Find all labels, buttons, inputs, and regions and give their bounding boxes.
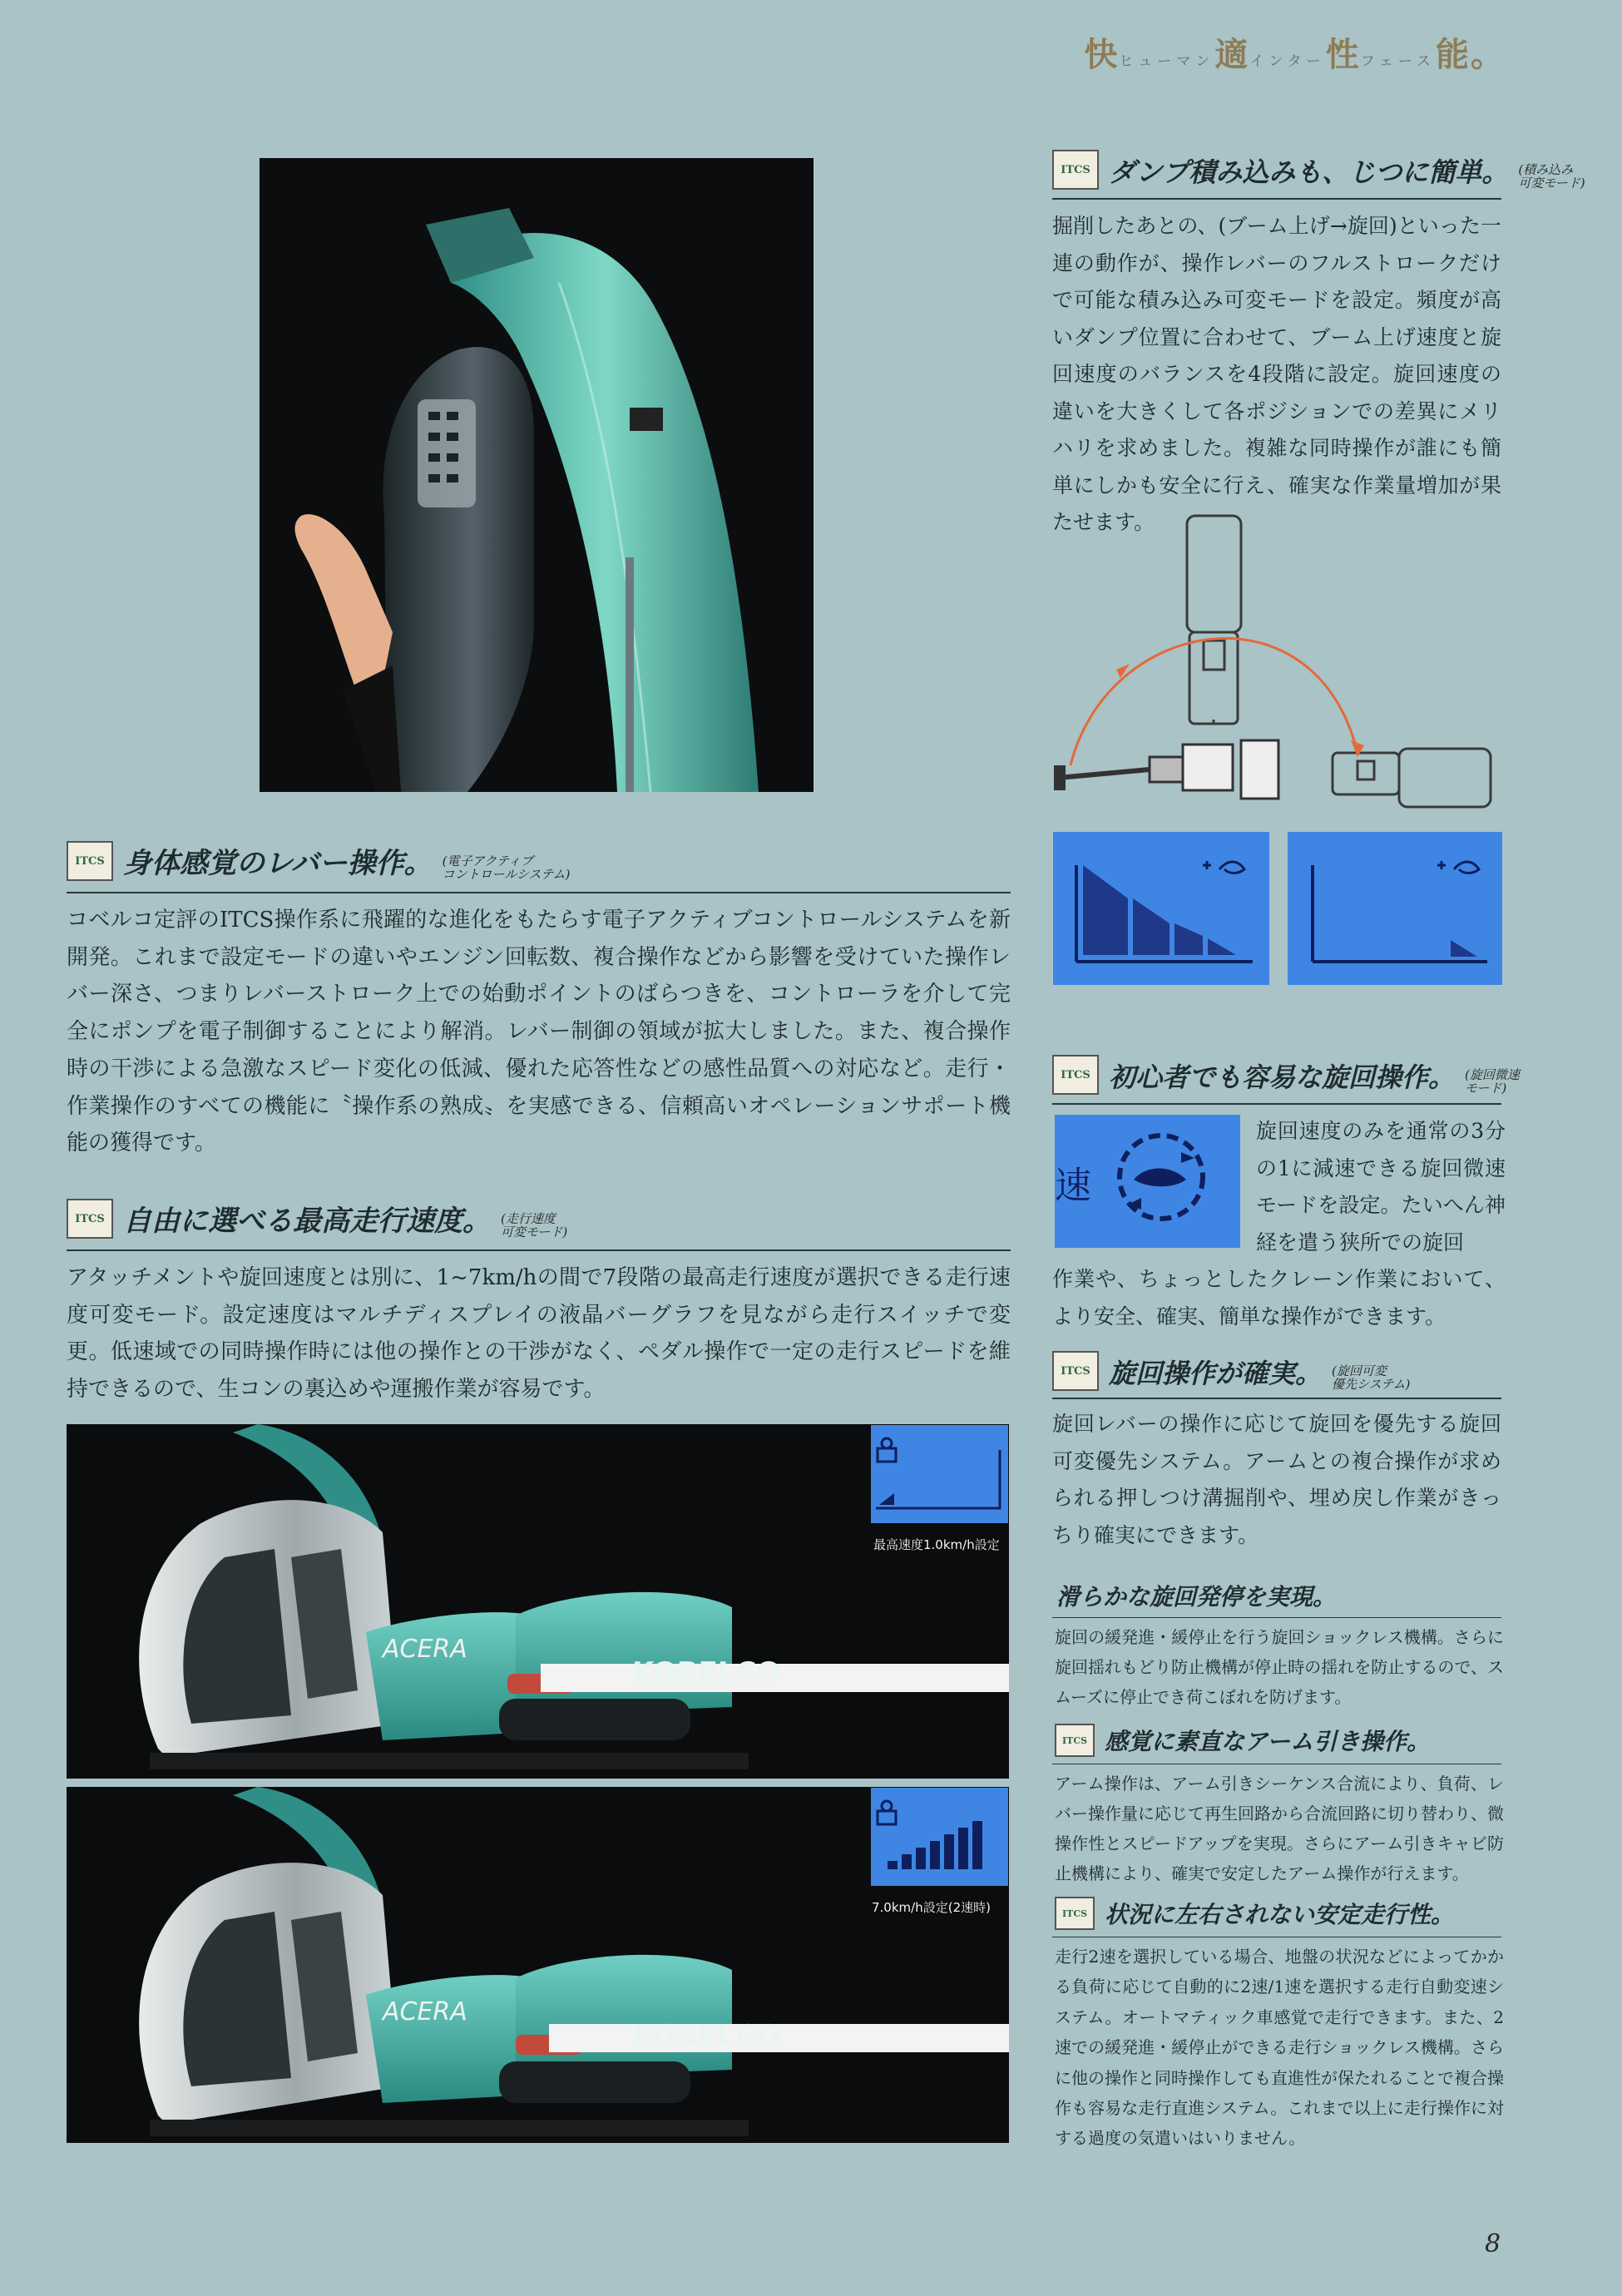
dump-mode-display-left: [1053, 832, 1269, 985]
machine-brand-label: KOBELCO: [632, 2019, 781, 2052]
arm-section-title: ITCS 感覚に素直なアーム引き操作。: [1055, 1724, 1430, 1757]
dump-section-title: ITCS ダンプ積み込みも、じつに簡単。 (積み込み 可変モード): [1052, 150, 1585, 190]
swing-slow-body-wrap: 旋回速度のみを通常の3分の1に減速できる旋回微速モードを設定。たいへん神経を遣う狭所での旋回: [1256, 1119, 1506, 1254]
speed-caption-low: 最高速度1.0km/h設定: [873, 1537, 1000, 1552]
swing-priority-section-title: ITCS 旋回操作が確実。 (旋回可変 優先システム): [1052, 1351, 1410, 1391]
lever-console-photo: [260, 158, 813, 792]
itcs-badge-icon: ITCS: [67, 841, 113, 881]
swing-slow-section-title: ITCS 初心者でも容易な旋回操作。 (旋回微速 モード): [1052, 1055, 1520, 1095]
itcs-badge-icon: ITCS: [1052, 150, 1099, 190]
smooth-swing-body: 旋回の緩発進・緩停止を行う旋回ショックレス機構。さらに旋回揺れもどり防止機構が停止時の揺れを防止するので、スムーズに停止でき荷こぼれを防げます。: [1055, 1627, 1504, 1707]
travel-section-title: ITCS 状況に左右されない安定走行性。: [1055, 1897, 1454, 1930]
itcs-badge-icon: ITCS: [1055, 1897, 1095, 1930]
travel-section-body: 走行2速を選択している場合、地盤の状況などによってかかる負荷に応じて自動的に2速/1速を選択する走行自動変速システム。オートマティック車感覚で走行できます。また、2速での緩発進・緩停止ができる走行ショックレス機構。さらに他の操作と同時操作しても直進性が保たれることで複合操作も容易な走行直進システム。これまで以上に走行操作に対する過度の気遣いはいりません。: [1055, 1947, 1504, 2149]
machine-model-label: ACERA: [383, 1997, 467, 2026]
lcd-character: 速: [1055, 1165, 1091, 1207]
divider: [1052, 1617, 1501, 1618]
lever-section-title: ITCS 身体感覚のレバー操作。 (電子アクティブ コントロールシステム): [67, 840, 570, 881]
machine-photo-low-speed: [67, 1424, 1009, 1779]
swing-slow-body-rest: 作業や、ちょっとしたクレーン作業において、より安全、確実、簡単な操作ができます。: [1052, 1267, 1506, 1329]
speed-display-high: [871, 1788, 1008, 1886]
page-number: 8: [1485, 2229, 1501, 2259]
divider: [67, 1249, 1011, 1251]
speed-section-body: アタッチメントや旋回速度とは別に、1~7km/hの間で7段階の最高走行速度が選択できる走行速度可変モード。設定速度はマルチディスプレイの液晶バーグラフを見ながら走行スイッチで変更。低速域での同時操作時には他の操作との干渉がなく、ペダル操作で一定の走行スピードを維持できるので、生コンの裏込めや運搬作業が容易です。: [67, 1265, 1011, 1403]
speed-section-title: ITCS 自由に選べる最高走行速度。 (走行速度 可変モード): [67, 1198, 567, 1239]
divider: [67, 892, 1011, 893]
swing-diagram: [1050, 507, 1507, 824]
page-header-tagline: 快ヒューマン適インター性フェース能。: [1084, 35, 1506, 74]
itcs-badge-icon: ITCS: [67, 1199, 113, 1239]
smooth-swing-title: 滑らかな旋回発停を実現。: [1056, 1583, 1337, 1611]
machine-photo-high-speed: [67, 1787, 1009, 2143]
dump-mode-display-right: [1288, 832, 1502, 985]
swing-slow-display: [1055, 1115, 1240, 1248]
speed-caption-high: 7.0km/h設定(2速時): [872, 1900, 991, 1915]
divider: [1052, 198, 1501, 200]
itcs-badge-icon: ITCS: [1052, 1351, 1099, 1391]
arm-section-body: アーム操作は、アーム引きシーケンス合流により、負荷、レバー操作量に応じて再生回路から合流回路に切り替わり、微操作性とスピードアップを実現。さらにアーム引きキャビ防止機構により、確実で安定したアーム操作が行えます。: [1055, 1774, 1504, 1883]
dump-section-body: 掘削したあとの、(ブーム上げ→旋回)といった一連の動作が、操作レバーのフルストロークだけで可能な積み込み可変モードを設定。頻度が高いダンプ位置に合わせて、ブーム上げ速度と旋回速度のバランスを4段階に設定。旋回速度の違いを大きくして各ポジションでの差異にメリハリを求めました。複雑な同時操作が誰にも簡単にしかも安全に行え、確実な作業量増加が果たせます。: [1052, 214, 1501, 534]
itcs-badge-icon: ITCS: [1055, 1724, 1095, 1757]
machine-brand-label: KOBELCO: [632, 1656, 781, 1690]
swing-priority-body: 旋回レバーの操作に応じて旋回を優先する旋回可変優先システム。アームとの複合操作が求められる押しつけ溝掘削や、埋め戻し作業がきっちり確実にできます。: [1052, 1412, 1501, 1547]
divider: [1052, 1398, 1501, 1399]
lever-section-body: コベルコ定評のITCS操作系に飛躍的な進化をもたらす電子アクティブコントロールシステムを新開発。これまで設定モードの違いやエンジン回転数、複合操作などから影響を受けていた操作レバー深さ、つまりレバーストローク上での始動ポイントのばらつきを、コントローラを介して完全にポンプを電子制御することにより解消。レバー制御の領域が拡大しました。また、複合操作時の干渉による急激なスピード変化の低減、優れた応答性などの感性品質への対応など。走行・作業操作のすべての機能に〝操作系の熟成〟を実感できる、信頼高いオペレーションサポート機能の獲得です。: [67, 908, 1011, 1156]
speed-display-low: [871, 1425, 1008, 1523]
machine-model-label: ACERA: [383, 1635, 467, 1664]
itcs-badge-icon: ITCS: [1052, 1055, 1099, 1095]
divider: [1052, 1103, 1501, 1105]
